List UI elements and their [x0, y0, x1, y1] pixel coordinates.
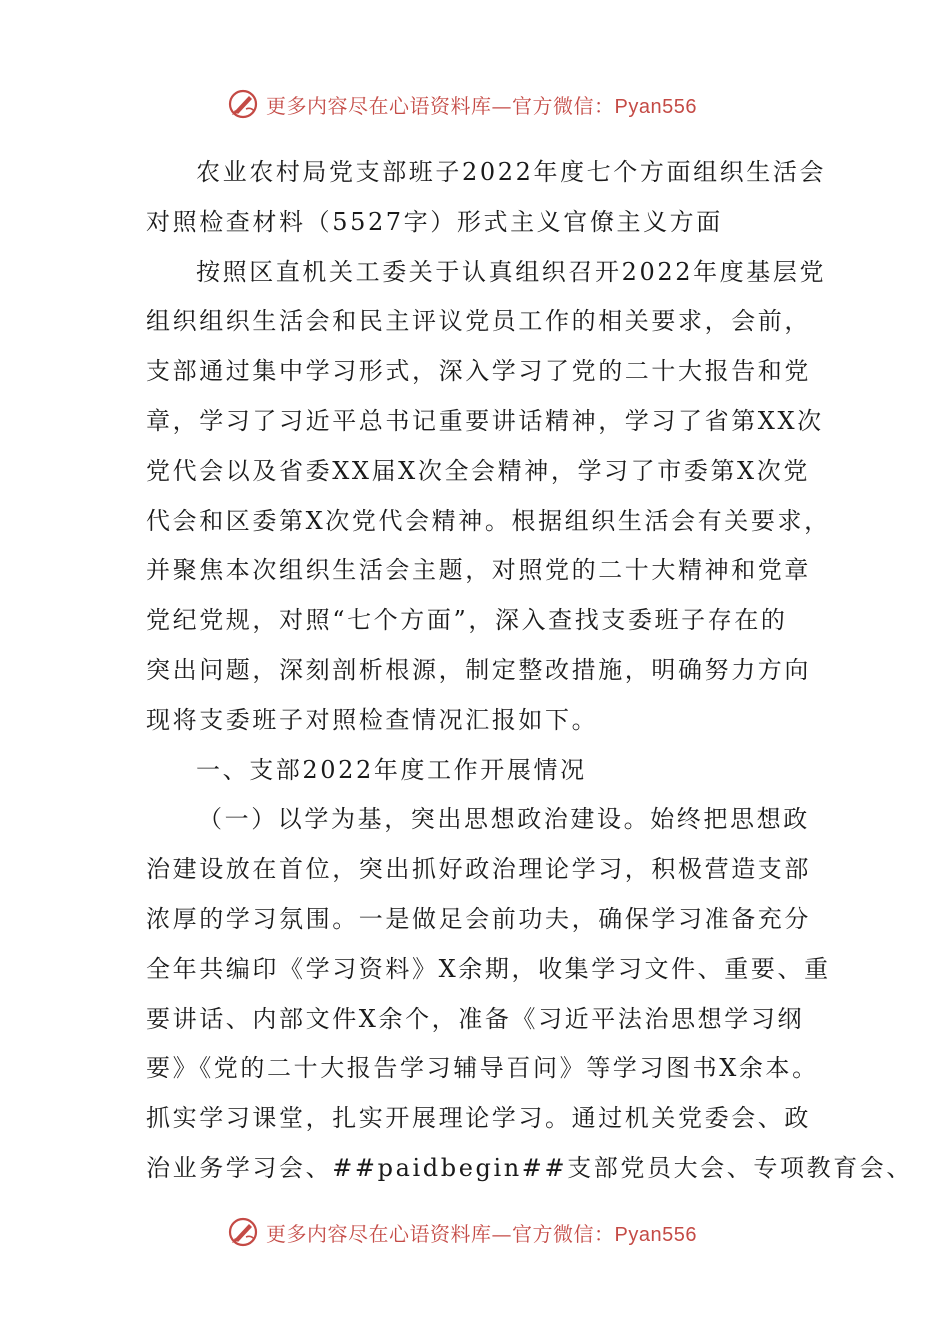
text-line: 浓厚的学习氛围。一是做足会前功夫，确保学习准备充分 [146, 904, 811, 933]
text-line: 治建设放在首位，突出抓好政治理论学习，积极营造支部 [146, 855, 811, 884]
text-line: （一）以学为基，突出思想政治建设。始终把思想政 [198, 805, 810, 834]
watermark-text: 更多内容尽在心语资料库—官方微信：Pyan556 [266, 1221, 697, 1246]
text-line: 要》《党的二十大报告学习辅导百问》等学习图书X余本。 [146, 1054, 819, 1083]
text-line: 组织组织生活会和民主评议党员工作的相关要求，会前， [146, 307, 811, 336]
text-line: 要讲话、内部文件X余个，准备《习近平法治思想学习纲 [146, 1004, 805, 1033]
text-line: 全年共编印《学习资料》X余期，收集学习文件、重要、重 [146, 954, 831, 983]
pen-logo-icon [226, 87, 260, 121]
pen-logo-icon [226, 1215, 260, 1249]
text-line: 治业务学习会、##paidbegin##支部党员大会、专项教育会、 [146, 1153, 914, 1182]
text-line: 党代会以及省委XX届X次全会精神，学习了市委第X次党 [146, 456, 810, 485]
watermark-banner-bottom [226, 1212, 746, 1252]
watermark-banner-top [226, 84, 746, 124]
document-body [146, 148, 914, 1194]
text-line: 农业农村局党支部班子2022年度七个方面组织生活会 [196, 158, 827, 186]
text-line: 突出问题，深刻剖析根源，制定整改措施，明确努力方向 [146, 655, 811, 684]
text-line: 并聚焦本次组织生活会主题，对照党的二十大精神和党章 [146, 556, 811, 585]
text-line: 支部通过集中学习形式，深入学习了党的二十大报告和党 [146, 357, 811, 386]
text-line: 现将支委班子对照检查情况汇报如下。 [146, 705, 599, 734]
text-line: 章，学习了习近平总书记重要讲话精神，学习了省第XX次 [146, 406, 824, 435]
text-line: 按照区直机关工委关于认真组织召开2022年度基层党 [196, 257, 827, 286]
text-line: 代会和区委第X次党代会精神。根据组织生活会有关要求， [146, 506, 831, 535]
text-line: 党纪党规，对照“七个方面”，深入查找支委班子存在的 [146, 606, 788, 635]
text-line: 对照检查材料（5527字）形式主义官僚主义方面 [146, 207, 723, 236]
text-line: 一、支部2022年度工作开展情况 [196, 755, 587, 784]
text-line: 抓实学习课堂，扎实开展理论学习。通过机关党委会、政 [146, 1104, 811, 1133]
watermark-text: 更多内容尽在心语资料库—官方微信：Pyan556 [266, 93, 697, 118]
